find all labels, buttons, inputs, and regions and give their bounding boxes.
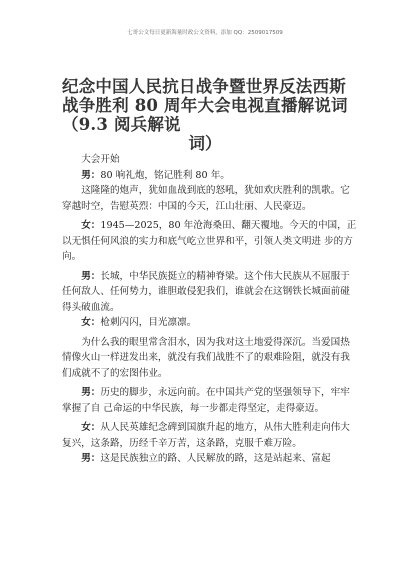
paragraph-text: 历史的脚步，永远向前。在中国共产党的坚强领导下，牢牢掌握了自 己命运的中华民族，每一步都走得坚定，走得豪迈。: [62, 387, 350, 414]
speaker: 男：: [81, 453, 101, 464]
paragraph-9: [62, 451, 358, 467]
document-title: 纪念中国人民抗日战争暨世界反法西斯战争胜利 80 周年大会电视直播解说词（9.3 阅兵解说: [62, 77, 348, 134]
paragraph-text: 长城，中华民族挺立的精神脊梁。这个伟大民族从不屈服于任何敌人、任何势力，谁胆敢侵犯我们，谁就会在这钢铁长城面前碰得头破血流。: [62, 270, 350, 313]
paragraph-text: 这是民族独立的路、人民解放的路，这是站起来、富起: [100, 453, 331, 464]
speaker: 女：: [81, 220, 101, 231]
paragraph-text: 1945—2025，80 年沧海桑田、翻天覆地。今天的中国，正以无惧任何风浪的实力和底气屹立世界和平，引领人类文明进 步的方向。: [62, 220, 357, 262]
paragraph-text: 为什么我的眼里常含泪水，因为我对这土地爱得深沉。当爱国热情像火山一样迸发出来，就没有我们战胜不了的艰难险阻，就没有我们成就不了的宏图伟业。: [62, 336, 350, 379]
paragraph-text: 从人民英雄纪念碑到国旗升起的地方，从伟大胜利走向伟大复兴，这条路，历经千辛万苦，这条路，克服千难万险。: [62, 422, 350, 449]
paragraph-5: [62, 315, 358, 331]
document-body: [62, 152, 358, 467]
paragraph-8: [62, 420, 358, 451]
speaker: 女：: [81, 422, 101, 433]
speaker: 男：: [81, 270, 101, 282]
paragraph-2: [62, 183, 358, 214]
document-title-continuation: 词）: [188, 134, 222, 153]
paragraph-7: [62, 385, 358, 416]
paragraph-4: [62, 269, 358, 316]
paragraph-text: 80 响礼炮，铭记胜利 80 年。: [100, 169, 230, 181]
speaker: 女：: [81, 317, 101, 328]
speaker: 男：: [81, 387, 101, 398]
speaker: 男：: [81, 169, 101, 181]
section-label: 大会开始: [81, 154, 120, 165]
paragraph-text: 这隆隆的炮声，犹如血战到底的怒吼，犹如欢庆胜利的凯歌。它穿越时空，告慰英烈：中国的今天，江山壮丽、人民豪迈。: [62, 185, 350, 212]
header-watermark: 七哥公文每日更新海量时政公文资料，添加 QQ：2509017509: [127, 30, 283, 36]
paragraph-6: [62, 335, 358, 382]
paragraph-1: [62, 168, 358, 184]
paragraph-3: [62, 218, 358, 265]
paragraph-text: 枪刺闪闪，目光凛凛。: [100, 317, 197, 328]
